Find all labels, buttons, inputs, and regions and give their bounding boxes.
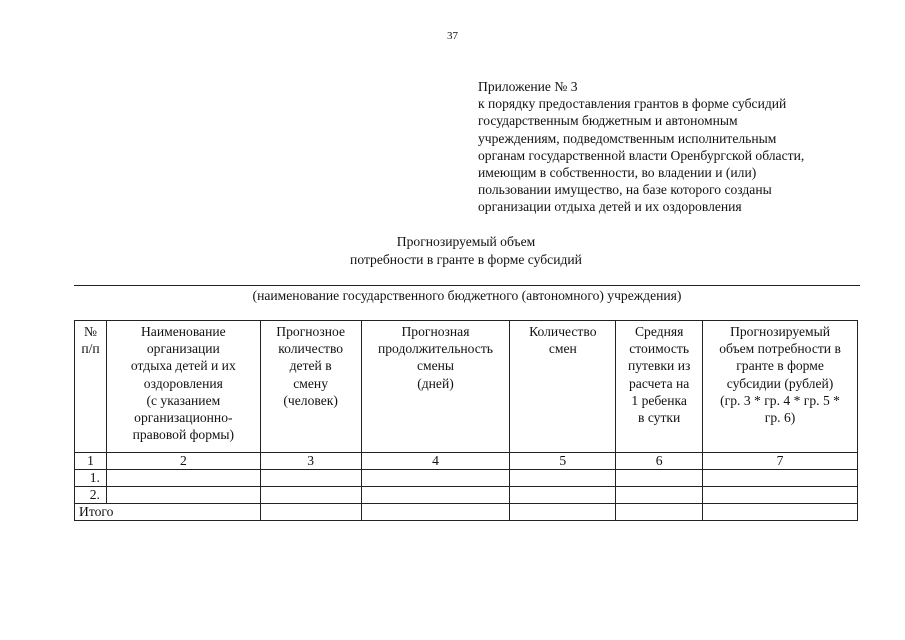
table-cell xyxy=(510,470,616,487)
appendix-line: организации отдыха детей и их оздоровления xyxy=(478,199,742,215)
table-cell xyxy=(616,504,703,521)
header-text-line: количество xyxy=(278,341,344,357)
header-text-line: (человек) xyxy=(283,392,338,408)
header-text-line: Прогнозное xyxy=(276,324,345,339)
appendix-line: к порядку предоставления грантов в форме субсидий xyxy=(478,96,787,112)
table-cell xyxy=(361,487,510,504)
column-number: 2 xyxy=(106,453,260,470)
header-text-line: правовой формы) xyxy=(132,427,235,443)
header-text-line: стоимость xyxy=(629,341,690,357)
header-text-line: Наименование xyxy=(140,324,226,339)
header-text-line: смену xyxy=(293,375,329,391)
row-number: 2. xyxy=(75,487,107,504)
title-line-2: потребности в гранте в форме субсидий xyxy=(350,251,582,267)
column-number: 3 xyxy=(260,453,361,470)
column-number: 6 xyxy=(616,453,703,470)
header-text-line: гранте в форме xyxy=(736,358,824,374)
header-text-line: 1 ребенка xyxy=(631,392,687,408)
table-cell xyxy=(510,487,616,504)
table-cell xyxy=(703,504,858,521)
header-text-line: смены xyxy=(416,358,455,374)
header-text-line: (гр. 3 * гр. 4 * гр. 5 * xyxy=(720,392,840,408)
appendix-line: учреждениям, подведомственным исполнительным xyxy=(478,130,777,146)
page-number: 37 xyxy=(447,30,458,42)
table-cell xyxy=(106,487,260,504)
header-text-line: оздоровления xyxy=(143,375,223,391)
header-children-count xyxy=(260,321,361,453)
header-text-line: Прогнозируемый xyxy=(730,324,831,339)
header-shift-count xyxy=(510,321,616,453)
header-text-line: отдыха детей и их xyxy=(130,358,236,374)
header-text-line: № xyxy=(83,324,97,339)
header-text-line: Средняя xyxy=(634,324,684,339)
column-number: 7 xyxy=(703,453,858,470)
table-cell xyxy=(510,504,616,521)
header-text-line: Количество xyxy=(529,324,597,339)
header-text-line: гр. 6) xyxy=(764,410,796,426)
appendix-block xyxy=(478,78,888,216)
header-text-line: в сутки xyxy=(638,410,681,426)
appendix-line: государственным бюджетным и автономным xyxy=(478,113,738,129)
grant-table xyxy=(74,320,858,521)
header-text-line: организационно- xyxy=(134,410,233,426)
header-text-line: детей в xyxy=(289,358,332,374)
header-text-line: смен xyxy=(548,341,577,357)
table-row xyxy=(75,470,858,487)
org-name-underline xyxy=(74,285,860,286)
table-cell xyxy=(361,504,510,521)
appendix-line: имеющим в собственности, во владении и (или) xyxy=(478,165,757,181)
column-number: 1 xyxy=(75,453,107,470)
header-average-cost xyxy=(616,321,703,453)
appendix-line: органам государственной власти Оренбургской области, xyxy=(478,147,805,163)
title-line-1: Прогнозируемый объем xyxy=(396,234,536,249)
header-forecast-volume xyxy=(703,321,858,453)
header-text-line: путевки из xyxy=(627,358,691,374)
header-organization xyxy=(106,321,260,453)
header-shift-duration xyxy=(361,321,510,453)
table-cell xyxy=(106,470,260,487)
header-number xyxy=(75,321,107,453)
total-label: Итого xyxy=(75,504,261,521)
header-text-line: (с указанием xyxy=(146,392,221,408)
table-cell xyxy=(260,487,361,504)
table-cell xyxy=(616,487,703,504)
total-row xyxy=(75,504,858,521)
header-text-line: объем потребности в xyxy=(719,341,841,357)
header-text-line: Прогнозная xyxy=(401,324,470,339)
header-text-line: субсидии (рублей) xyxy=(726,375,834,391)
header-text-line: организации xyxy=(146,341,220,357)
column-numbers-row xyxy=(75,453,858,470)
row-number: 1. xyxy=(75,470,107,487)
table-cell xyxy=(260,504,361,521)
table-cell xyxy=(616,470,703,487)
header-text-line: п/п xyxy=(81,341,100,357)
table-cell xyxy=(260,470,361,487)
header-text-line: расчета на xyxy=(629,375,690,391)
appendix-line: Приложение № 3 xyxy=(478,79,578,94)
header-text-line: продолжительность xyxy=(377,341,493,357)
table-cell xyxy=(361,470,510,487)
header-text-line: (дней) xyxy=(417,375,454,391)
org-name-caption: (наименование государственного бюджетного (автономного) учреждения) xyxy=(252,288,682,303)
table-cell xyxy=(703,487,858,504)
table-cell xyxy=(703,470,858,487)
column-number: 4 xyxy=(361,453,510,470)
column-number: 5 xyxy=(510,453,616,470)
appendix-line: пользовании имущество, на базе которого созданы xyxy=(478,182,772,198)
table-row xyxy=(75,487,858,504)
